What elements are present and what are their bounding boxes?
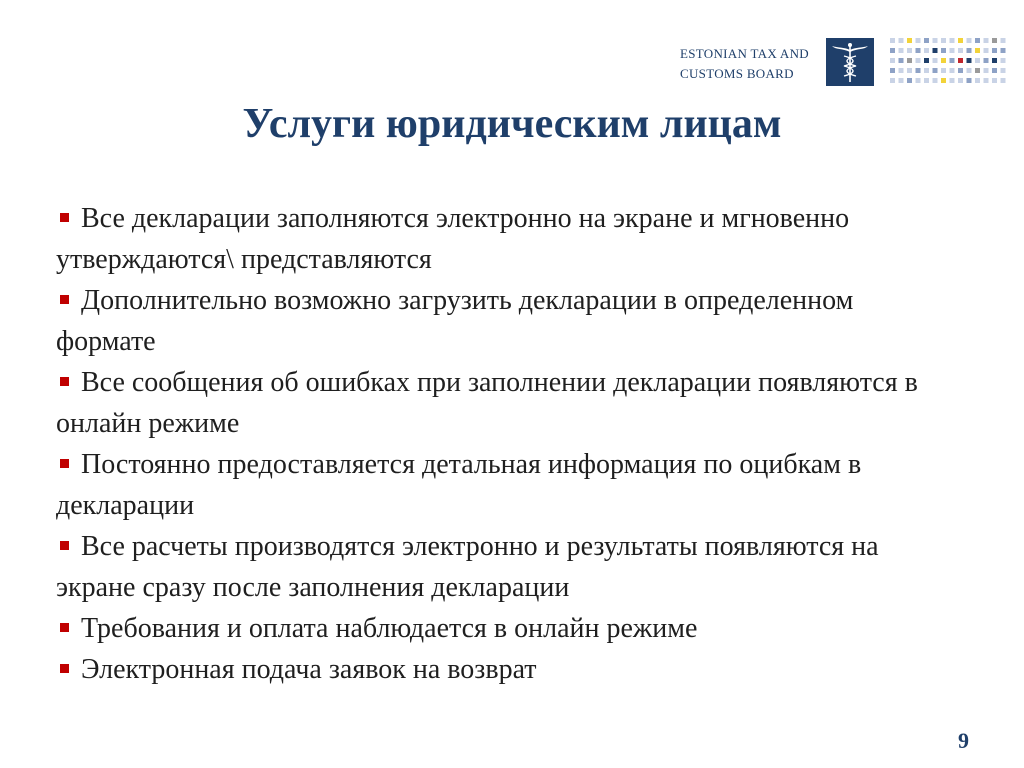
dot-square <box>992 48 997 53</box>
bullet-marker-icon <box>60 295 69 304</box>
logo-text <box>680 44 809 84</box>
bullet-text: Требования и оплата наблюдается в онлайн режиме <box>81 613 698 644</box>
dot-square <box>933 58 938 63</box>
page-number: 9 <box>958 728 969 753</box>
dot-square <box>992 78 997 83</box>
dot-square <box>941 38 946 43</box>
dot-square <box>916 48 921 53</box>
dot-square <box>899 38 904 43</box>
dot-square <box>907 38 912 43</box>
dot-square <box>907 78 912 83</box>
dot-square <box>950 68 955 73</box>
dot-square <box>924 38 929 43</box>
dot-square <box>899 68 904 73</box>
dot-square <box>924 48 929 53</box>
bullet-item <box>56 608 956 649</box>
dot-square <box>941 48 946 53</box>
dot-square <box>984 38 989 43</box>
dot-square <box>984 68 989 73</box>
dot-square <box>967 78 972 83</box>
dot-square <box>950 38 955 43</box>
dot-square <box>950 78 955 83</box>
dot-square <box>916 58 921 63</box>
dot-square <box>967 68 972 73</box>
dot-square <box>941 78 946 83</box>
dot-square <box>890 68 895 73</box>
dot-square <box>899 48 904 53</box>
dot-square <box>890 78 895 83</box>
bullet-item <box>56 362 956 444</box>
bullet-item <box>56 280 956 362</box>
dot-square <box>890 58 895 63</box>
page-title: Услуги юридическим лицам <box>242 101 782 147</box>
dot-square <box>975 78 980 83</box>
dot-square <box>984 78 989 83</box>
dot-square <box>967 48 972 53</box>
decorative-dot-grid <box>888 36 1008 88</box>
dot-square <box>975 68 980 73</box>
bullet-marker-icon <box>60 623 69 632</box>
dot-square <box>1001 38 1006 43</box>
dot-square <box>916 38 921 43</box>
bullet-text: Все декларации заполняются электронно на экране и мгновенно утверждаются\ представляются <box>56 203 850 275</box>
dot-square <box>924 78 929 83</box>
bullet-list <box>56 198 956 690</box>
dot-square <box>941 68 946 73</box>
bullet-marker-icon <box>60 664 69 673</box>
caduceus-emblem-icon <box>826 38 874 86</box>
dot-square <box>992 58 997 63</box>
dot-square <box>907 68 912 73</box>
dot-square <box>890 48 895 53</box>
dot-square <box>916 78 921 83</box>
dot-square <box>933 68 938 73</box>
dot-square <box>941 58 946 63</box>
dot-square <box>950 48 955 53</box>
dot-square <box>907 48 912 53</box>
dot-square <box>933 38 938 43</box>
dot-square <box>899 58 904 63</box>
dot-square <box>984 58 989 63</box>
bullet-marker-icon <box>60 459 69 468</box>
dot-square <box>992 68 997 73</box>
dot-square <box>950 58 955 63</box>
dot-square <box>984 48 989 53</box>
logo-line-1: ESTONIAN TAX AND <box>680 46 809 61</box>
dot-square <box>933 48 938 53</box>
dot-square <box>1001 68 1006 73</box>
dot-square <box>958 38 963 43</box>
dot-square <box>916 68 921 73</box>
dot-square <box>890 38 895 43</box>
dot-square <box>967 38 972 43</box>
dot-square <box>975 38 980 43</box>
bullet-item <box>56 649 956 690</box>
dot-square <box>958 78 963 83</box>
dot-square <box>975 48 980 53</box>
dot-square <box>924 58 929 63</box>
dot-square <box>924 68 929 73</box>
dot-square <box>933 78 938 83</box>
dot-square <box>899 78 904 83</box>
dot-square <box>958 68 963 73</box>
dot-square <box>992 38 997 43</box>
logo-line-2: CUSTOMS BOARD <box>680 66 794 81</box>
dot-square <box>1001 58 1006 63</box>
dot-square <box>967 58 972 63</box>
dot-square <box>958 48 963 53</box>
bullet-text: Электронная подача заявок на возврат <box>81 654 537 685</box>
bullet-item <box>56 444 956 526</box>
dot-square <box>975 58 980 63</box>
bullet-text: Постоянно предоставляется детальная информация по оцибкам в декларации <box>56 449 862 521</box>
dot-square <box>958 58 963 63</box>
bullet-marker-icon <box>60 213 69 222</box>
bullet-item <box>56 526 956 608</box>
bullet-marker-icon <box>60 541 69 550</box>
bullet-text: Дополнительно возможно загрузить декларации в определенном формате <box>56 285 854 357</box>
bullet-marker-icon <box>60 377 69 386</box>
bullet-text: Все сообщения об ошибках при заполнении декларации появляются в онлайн режиме <box>56 367 918 439</box>
dot-square <box>907 58 912 63</box>
dot-square <box>1001 48 1006 53</box>
dot-square <box>1001 78 1006 83</box>
bullet-text: Все расчеты производятся электронно и результаты появляются на экране сразу после заполнения декларации <box>56 531 879 603</box>
bullet-item <box>56 198 956 280</box>
